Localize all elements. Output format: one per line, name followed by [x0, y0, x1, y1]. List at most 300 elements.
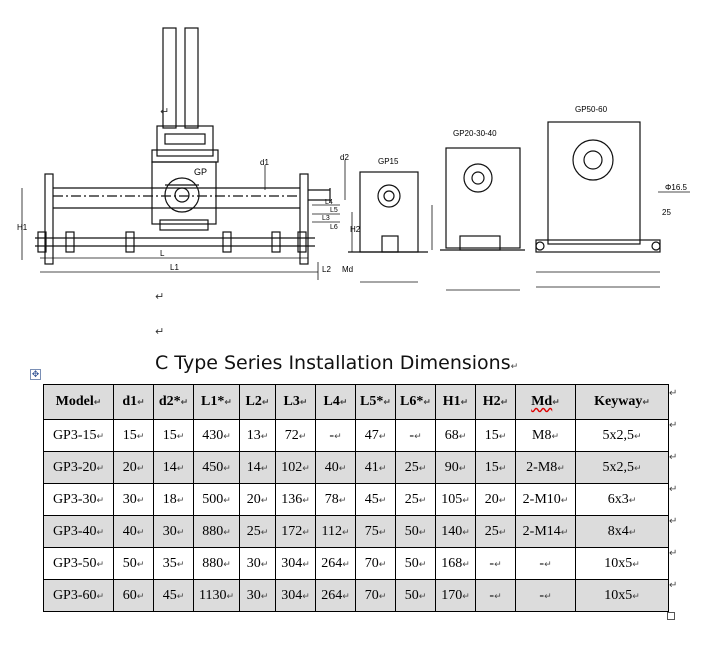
cell-text: L3	[283, 394, 300, 409]
cell-l5	[356, 484, 396, 516]
cell-l5	[356, 452, 396, 484]
cell-text: GP3-20	[52, 459, 97, 475]
cell-text: 2-M10	[522, 491, 561, 507]
cell-end-mark: ↵	[544, 559, 552, 570]
cell-l4	[316, 516, 356, 548]
cell-end-mark: ↵	[299, 398, 308, 408]
cell-text: 5x2,5	[602, 427, 634, 443]
cell-end-mark: ↵	[260, 431, 269, 442]
cell-end-mark: ↵	[642, 398, 650, 408]
cell-l5	[356, 548, 396, 580]
cell-l6	[396, 452, 436, 484]
cell-end-mark: ↵	[462, 591, 470, 602]
cell-text: 50	[404, 523, 419, 539]
cell-end-mark: ↵	[180, 398, 189, 408]
cell-end-mark: ↵	[633, 463, 642, 474]
paragraph-mark: ↵	[510, 362, 519, 372]
header-cell	[396, 385, 436, 420]
cell-text: 40	[324, 459, 339, 475]
cell-l6	[396, 548, 436, 580]
cell-text: 47	[364, 427, 379, 443]
cell-text: 68	[444, 427, 459, 443]
header-cell	[240, 385, 276, 420]
cell-l2	[240, 420, 276, 452]
cell-text: 14	[246, 459, 261, 475]
cell-end-mark: ↵	[96, 495, 105, 506]
cell-end-mark: ↵	[339, 398, 348, 408]
cell-l4	[316, 484, 356, 516]
cell-model	[44, 516, 114, 548]
cell-end-mark: ↵	[557, 463, 565, 474]
cell-text: 170	[441, 587, 463, 603]
cell-end-mark: ↵	[338, 495, 347, 506]
cell-end-mark: ↵	[378, 559, 387, 570]
header-cell	[476, 385, 516, 420]
cell-l2	[240, 580, 276, 612]
cell-text: 8x4	[607, 523, 629, 539]
header-cell	[356, 385, 396, 420]
cell-text: 25	[246, 523, 261, 539]
cell-end-mark: ↵	[96, 463, 105, 474]
cell-end-mark: ↵	[462, 559, 470, 570]
row-end-mark: ↵	[669, 548, 678, 559]
cell-end-mark: ↵	[338, 463, 347, 474]
cell-end-mark: ↵	[260, 527, 269, 538]
cell-end-mark: ↵	[498, 527, 507, 538]
cell-text: H1	[442, 394, 461, 409]
cell-l5	[356, 516, 396, 548]
cell-h2	[476, 580, 516, 612]
cell-end-mark: ↵	[544, 591, 552, 602]
cell-l4	[316, 452, 356, 484]
label-gp: GP	[194, 167, 208, 177]
header-cell	[114, 385, 154, 420]
cell-l3	[276, 548, 316, 580]
cell-end-mark: ↵	[137, 398, 145, 408]
cell-text: 450	[202, 459, 224, 475]
cell-text: GP3-60	[52, 587, 97, 603]
cell-end-mark: ↵	[96, 591, 105, 602]
cell-text: 15	[122, 427, 137, 443]
cell-end-mark: ↵	[632, 591, 640, 602]
cell-l4	[316, 548, 356, 580]
table-row	[44, 548, 669, 580]
cell-text: GP3-40	[52, 523, 97, 539]
row-end-mark: ↵	[669, 484, 678, 495]
cell-text: 45	[364, 491, 379, 507]
cell-end-mark: ↵	[226, 591, 235, 602]
cell-text: -	[489, 587, 495, 603]
table-row	[44, 484, 669, 516]
cell-end-mark: ↵	[176, 431, 185, 442]
cell-end-mark: ↵	[378, 495, 387, 506]
cell-text: -	[539, 587, 545, 603]
cell-text: -	[409, 427, 415, 443]
cell-text: Keyway	[594, 394, 643, 409]
cell-text: Model	[55, 394, 94, 409]
cell-end-mark: ↵	[460, 398, 469, 408]
header-cell	[316, 385, 356, 420]
cell-text: 75	[364, 523, 379, 539]
cell-d1	[114, 548, 154, 580]
cell-end-mark: ↵	[378, 527, 387, 538]
cell-text: 264	[321, 555, 343, 571]
cell-text: 500	[202, 491, 224, 507]
cell-text: 112	[321, 523, 342, 539]
cell-text: 18	[162, 491, 177, 507]
label-gp20-30-40: GP20-30-40	[453, 129, 497, 138]
cell-end-mark: ↵	[302, 527, 310, 538]
cell-d1	[114, 420, 154, 452]
cell-text: 20	[246, 491, 261, 507]
cell-end-mark: ↵	[342, 591, 350, 602]
cell-text: 20	[122, 459, 137, 475]
cell-text: 2-M14	[522, 523, 561, 539]
paragraph-mark: ↵	[160, 105, 170, 118]
cell-text: 15	[162, 427, 177, 443]
cell-text: 880	[202, 555, 224, 571]
cell-text: -	[329, 427, 335, 443]
cell-l1	[194, 580, 240, 612]
cell-text: 50	[122, 555, 137, 571]
cell-text: L5*	[360, 394, 384, 409]
cell-l3	[276, 484, 316, 516]
cell-text: 30	[122, 491, 137, 507]
cell-end-mark: ↵	[458, 463, 467, 474]
cell-l4	[316, 420, 356, 452]
cell-l6	[396, 580, 436, 612]
cell-l1	[194, 420, 240, 452]
cell-keyway	[576, 484, 669, 516]
table-row	[44, 452, 669, 484]
cell-end-mark: ↵	[176, 591, 185, 602]
cell-text: L6*	[400, 394, 424, 409]
cell-model	[44, 420, 114, 452]
cell-text: 6x3	[607, 491, 629, 507]
cell-l3	[276, 452, 316, 484]
table-resize-handle[interactable]	[667, 612, 675, 620]
cell-keyway	[576, 548, 669, 580]
header-cell	[436, 385, 476, 420]
table-row	[44, 420, 669, 452]
cell-end-mark: ↵	[93, 398, 102, 408]
header-cell	[516, 385, 576, 420]
cell-end-mark: ↵	[302, 463, 310, 474]
header-cell	[44, 385, 114, 420]
cell-end-mark: ↵	[223, 463, 231, 474]
paragraph-mark: ↵	[155, 325, 165, 338]
cell-h1	[436, 420, 476, 452]
cell-text: L1*	[201, 394, 225, 409]
label-d2: d2	[340, 153, 349, 162]
cell-l2	[240, 452, 276, 484]
header-cell	[154, 385, 194, 420]
cell-text: 430	[202, 427, 224, 443]
label-md: Md	[342, 265, 354, 274]
cell-md	[516, 580, 576, 612]
cell-end-mark: ↵	[176, 495, 185, 506]
cell-text: 10x5	[604, 587, 633, 603]
cell-end-mark: ↵	[176, 559, 185, 570]
cell-end-mark: ↵	[302, 495, 310, 506]
cell-text: 41	[364, 459, 379, 475]
cell-text: 10x5	[604, 555, 633, 571]
cell-l4	[316, 580, 356, 612]
cell-text: 264	[321, 587, 343, 603]
cell-end-mark: ↵	[341, 527, 350, 538]
cell-end-mark: ↵	[632, 559, 640, 570]
cell-text: 168	[441, 555, 463, 571]
cell-l1	[194, 548, 240, 580]
cell-end-mark: ↵	[418, 527, 427, 538]
label-l6: L6	[330, 224, 338, 231]
cell-keyway	[576, 516, 669, 548]
cell-end-mark: ↵	[552, 398, 560, 408]
cell-end-mark: ↵	[418, 495, 427, 506]
cell-l5	[356, 420, 396, 452]
cell-text: L2	[245, 394, 262, 409]
cell-text: d1	[122, 394, 138, 409]
cell-end-mark: ↵	[500, 398, 509, 408]
cell-text: 78	[324, 491, 339, 507]
cell-l1	[194, 516, 240, 548]
cell-d2	[154, 548, 194, 580]
cell-text: 880	[202, 523, 224, 539]
cell-h2	[476, 452, 516, 484]
cell-end-mark: ↵	[378, 591, 387, 602]
cell-model	[44, 452, 114, 484]
cell-end-mark: ↵	[223, 431, 231, 442]
gp20-30-40-view	[446, 148, 520, 248]
cell-end-mark: ↵	[223, 559, 231, 570]
cell-md	[516, 516, 576, 548]
cell-text: d2*	[158, 394, 181, 409]
gp15-view	[360, 172, 418, 252]
cell-h2	[476, 548, 516, 580]
cell-text: 30	[246, 555, 261, 571]
cell-d1	[114, 484, 154, 516]
cell-text: 60	[122, 587, 137, 603]
cell-l2	[240, 484, 276, 516]
cell-end-mark: ↵	[260, 591, 269, 602]
cell-keyway	[576, 452, 669, 484]
table-row	[44, 580, 669, 612]
cell-end-mark: ↵	[136, 495, 145, 506]
label-gp50-60: GP50-60	[575, 105, 608, 114]
cell-keyway	[576, 580, 669, 612]
cell-end-mark: ↵	[383, 398, 391, 408]
cell-end-mark: ↵	[628, 495, 637, 506]
cell-text: 30	[246, 587, 261, 603]
cell-end-mark: ↵	[136, 431, 145, 442]
cell-text: 15	[484, 427, 499, 443]
label-gp15: GP15	[378, 157, 399, 166]
cell-h1	[436, 452, 476, 484]
cell-text: 50	[404, 587, 419, 603]
cell-text: -	[539, 555, 545, 571]
cell-end-mark: ↵	[260, 559, 269, 570]
cell-h2	[476, 516, 516, 548]
cell-end-mark: ↵	[260, 463, 269, 474]
cell-d2	[154, 484, 194, 516]
cell-end-mark: ↵	[223, 527, 231, 538]
cell-end-mark: ↵	[462, 495, 470, 506]
cell-text: 102	[281, 459, 303, 475]
title-text: C Type Series Installation Dimensions	[155, 352, 511, 374]
table-move-handle[interactable]: ✥	[31, 370, 40, 380]
header-cell	[276, 385, 316, 420]
cell-text: 172	[281, 523, 303, 539]
cell-end-mark: ↵	[378, 463, 387, 474]
row-end-mark: ↵	[669, 516, 678, 527]
cell-d2	[154, 516, 194, 548]
rod-right	[185, 28, 198, 128]
cell-text: H2	[482, 394, 501, 409]
label-l1: L1	[170, 263, 179, 272]
cell-end-mark: ↵	[462, 527, 470, 538]
page-title	[155, 352, 518, 374]
header-cell	[194, 385, 240, 420]
row-end-mark: ↵	[669, 580, 678, 591]
cell-end-mark: ↵	[628, 527, 637, 538]
cell-text: 304	[281, 555, 303, 571]
cell-text: 13	[246, 427, 261, 443]
cell-text: GP3-30	[52, 491, 97, 507]
cell-d2	[154, 452, 194, 484]
cell-l6	[396, 420, 436, 452]
label-h2: H2	[350, 225, 361, 234]
cell-end-mark: ↵	[96, 527, 105, 538]
cell-text: 50	[404, 555, 419, 571]
cell-end-mark: ↵	[136, 527, 145, 538]
cell-text: 70	[364, 587, 379, 603]
cell-end-mark: ↵	[378, 431, 387, 442]
cell-model	[44, 548, 114, 580]
cell-end-mark: ↵	[414, 431, 422, 442]
cell-d2	[154, 420, 194, 452]
dimensions-table	[43, 384, 669, 612]
cell-text: 2-M8	[526, 459, 558, 475]
cell-l5	[356, 580, 396, 612]
paragraph-mark: ↵	[155, 290, 165, 303]
cell-end-mark: ↵	[223, 495, 231, 506]
cell-end-mark: ↵	[458, 431, 467, 442]
cell-text: L4	[323, 394, 340, 409]
cell-end-mark: ↵	[418, 559, 427, 570]
cell-h2	[476, 420, 516, 452]
cell-md	[516, 484, 576, 516]
cell-end-mark: ↵	[342, 559, 350, 570]
cell-text: 90	[444, 459, 459, 475]
cell-end-mark: ↵	[498, 431, 507, 442]
row-end-mark: ↵	[669, 420, 678, 431]
cell-l1	[194, 484, 240, 516]
cell-text: 20	[484, 491, 499, 507]
cell-end-mark: ↵	[418, 463, 427, 474]
cell-end-mark: ↵	[298, 431, 307, 442]
cell-h1	[436, 580, 476, 612]
cell-text: 35	[162, 555, 177, 571]
cell-end-mark: ↵	[136, 463, 145, 474]
table-header-row	[44, 385, 669, 420]
cell-end-mark: ↵	[334, 431, 342, 442]
label-l: L	[160, 249, 165, 258]
cell-text: 304	[281, 587, 303, 603]
cell-model	[44, 580, 114, 612]
cell-end-mark: ↵	[302, 591, 310, 602]
cell-end-mark: ↵	[633, 431, 642, 442]
cell-end-mark: ↵	[136, 591, 145, 602]
cell-md	[516, 452, 576, 484]
label-h1: H1	[17, 223, 28, 232]
cell-end-mark: ↵	[176, 527, 185, 538]
cell-text: M8	[532, 427, 552, 443]
cell-end-mark: ↵	[494, 591, 502, 602]
row-end-mark: ↵	[669, 452, 678, 463]
cell-end-mark: ↵	[302, 559, 310, 570]
cell-h1	[436, 484, 476, 516]
cell-md	[516, 548, 576, 580]
cell-text: 40	[122, 523, 137, 539]
cell-text: -	[489, 555, 495, 571]
cell-model	[44, 484, 114, 516]
cell-text: 1130	[198, 587, 227, 603]
label-d1: d1	[260, 158, 269, 167]
cell-text: 25	[404, 459, 419, 475]
label-l4: L4	[325, 199, 333, 206]
cell-h2	[476, 484, 516, 516]
cell-text: 15	[484, 459, 499, 475]
cell-l6	[396, 516, 436, 548]
cell-end-mark: ↵	[494, 559, 502, 570]
cell-end-mark: ↵	[260, 495, 269, 506]
cell-d1	[114, 580, 154, 612]
label-phi165: Φ16.5	[665, 183, 687, 192]
cell-l2	[240, 516, 276, 548]
cell-md	[516, 420, 576, 452]
cell-text: 70	[364, 555, 379, 571]
cell-l3	[276, 420, 316, 452]
cell-l6	[396, 484, 436, 516]
label-25: 25	[662, 208, 671, 217]
row-end-mark: ↵	[669, 388, 678, 399]
cell-end-mark: ↵	[261, 398, 270, 408]
label-l3: L3	[322, 215, 330, 222]
cell-l1	[194, 452, 240, 484]
table-row	[44, 516, 669, 548]
cell-text: 72	[284, 427, 299, 443]
cell-text: 140	[441, 523, 463, 539]
cell-h1	[436, 548, 476, 580]
cell-end-mark: ↵	[224, 398, 232, 408]
cell-l2	[240, 548, 276, 580]
cell-end-mark: ↵	[96, 559, 105, 570]
cell-keyway	[576, 420, 669, 452]
cell-text: Md	[531, 394, 553, 409]
cell-text: GP3-50	[52, 555, 97, 571]
cell-end-mark: ↵	[423, 398, 431, 408]
cell-end-mark: ↵	[136, 559, 145, 570]
cell-end-mark: ↵	[498, 495, 507, 506]
cell-text: 136	[281, 491, 303, 507]
cell-text: 30	[162, 523, 177, 539]
label-l5: L5	[330, 207, 338, 214]
cell-text: 5x2,5	[602, 459, 634, 475]
cell-text: 14	[162, 459, 177, 475]
cell-text: 25	[404, 491, 419, 507]
cell-end-mark: ↵	[551, 431, 559, 442]
cell-end-mark: ↵	[498, 463, 507, 474]
